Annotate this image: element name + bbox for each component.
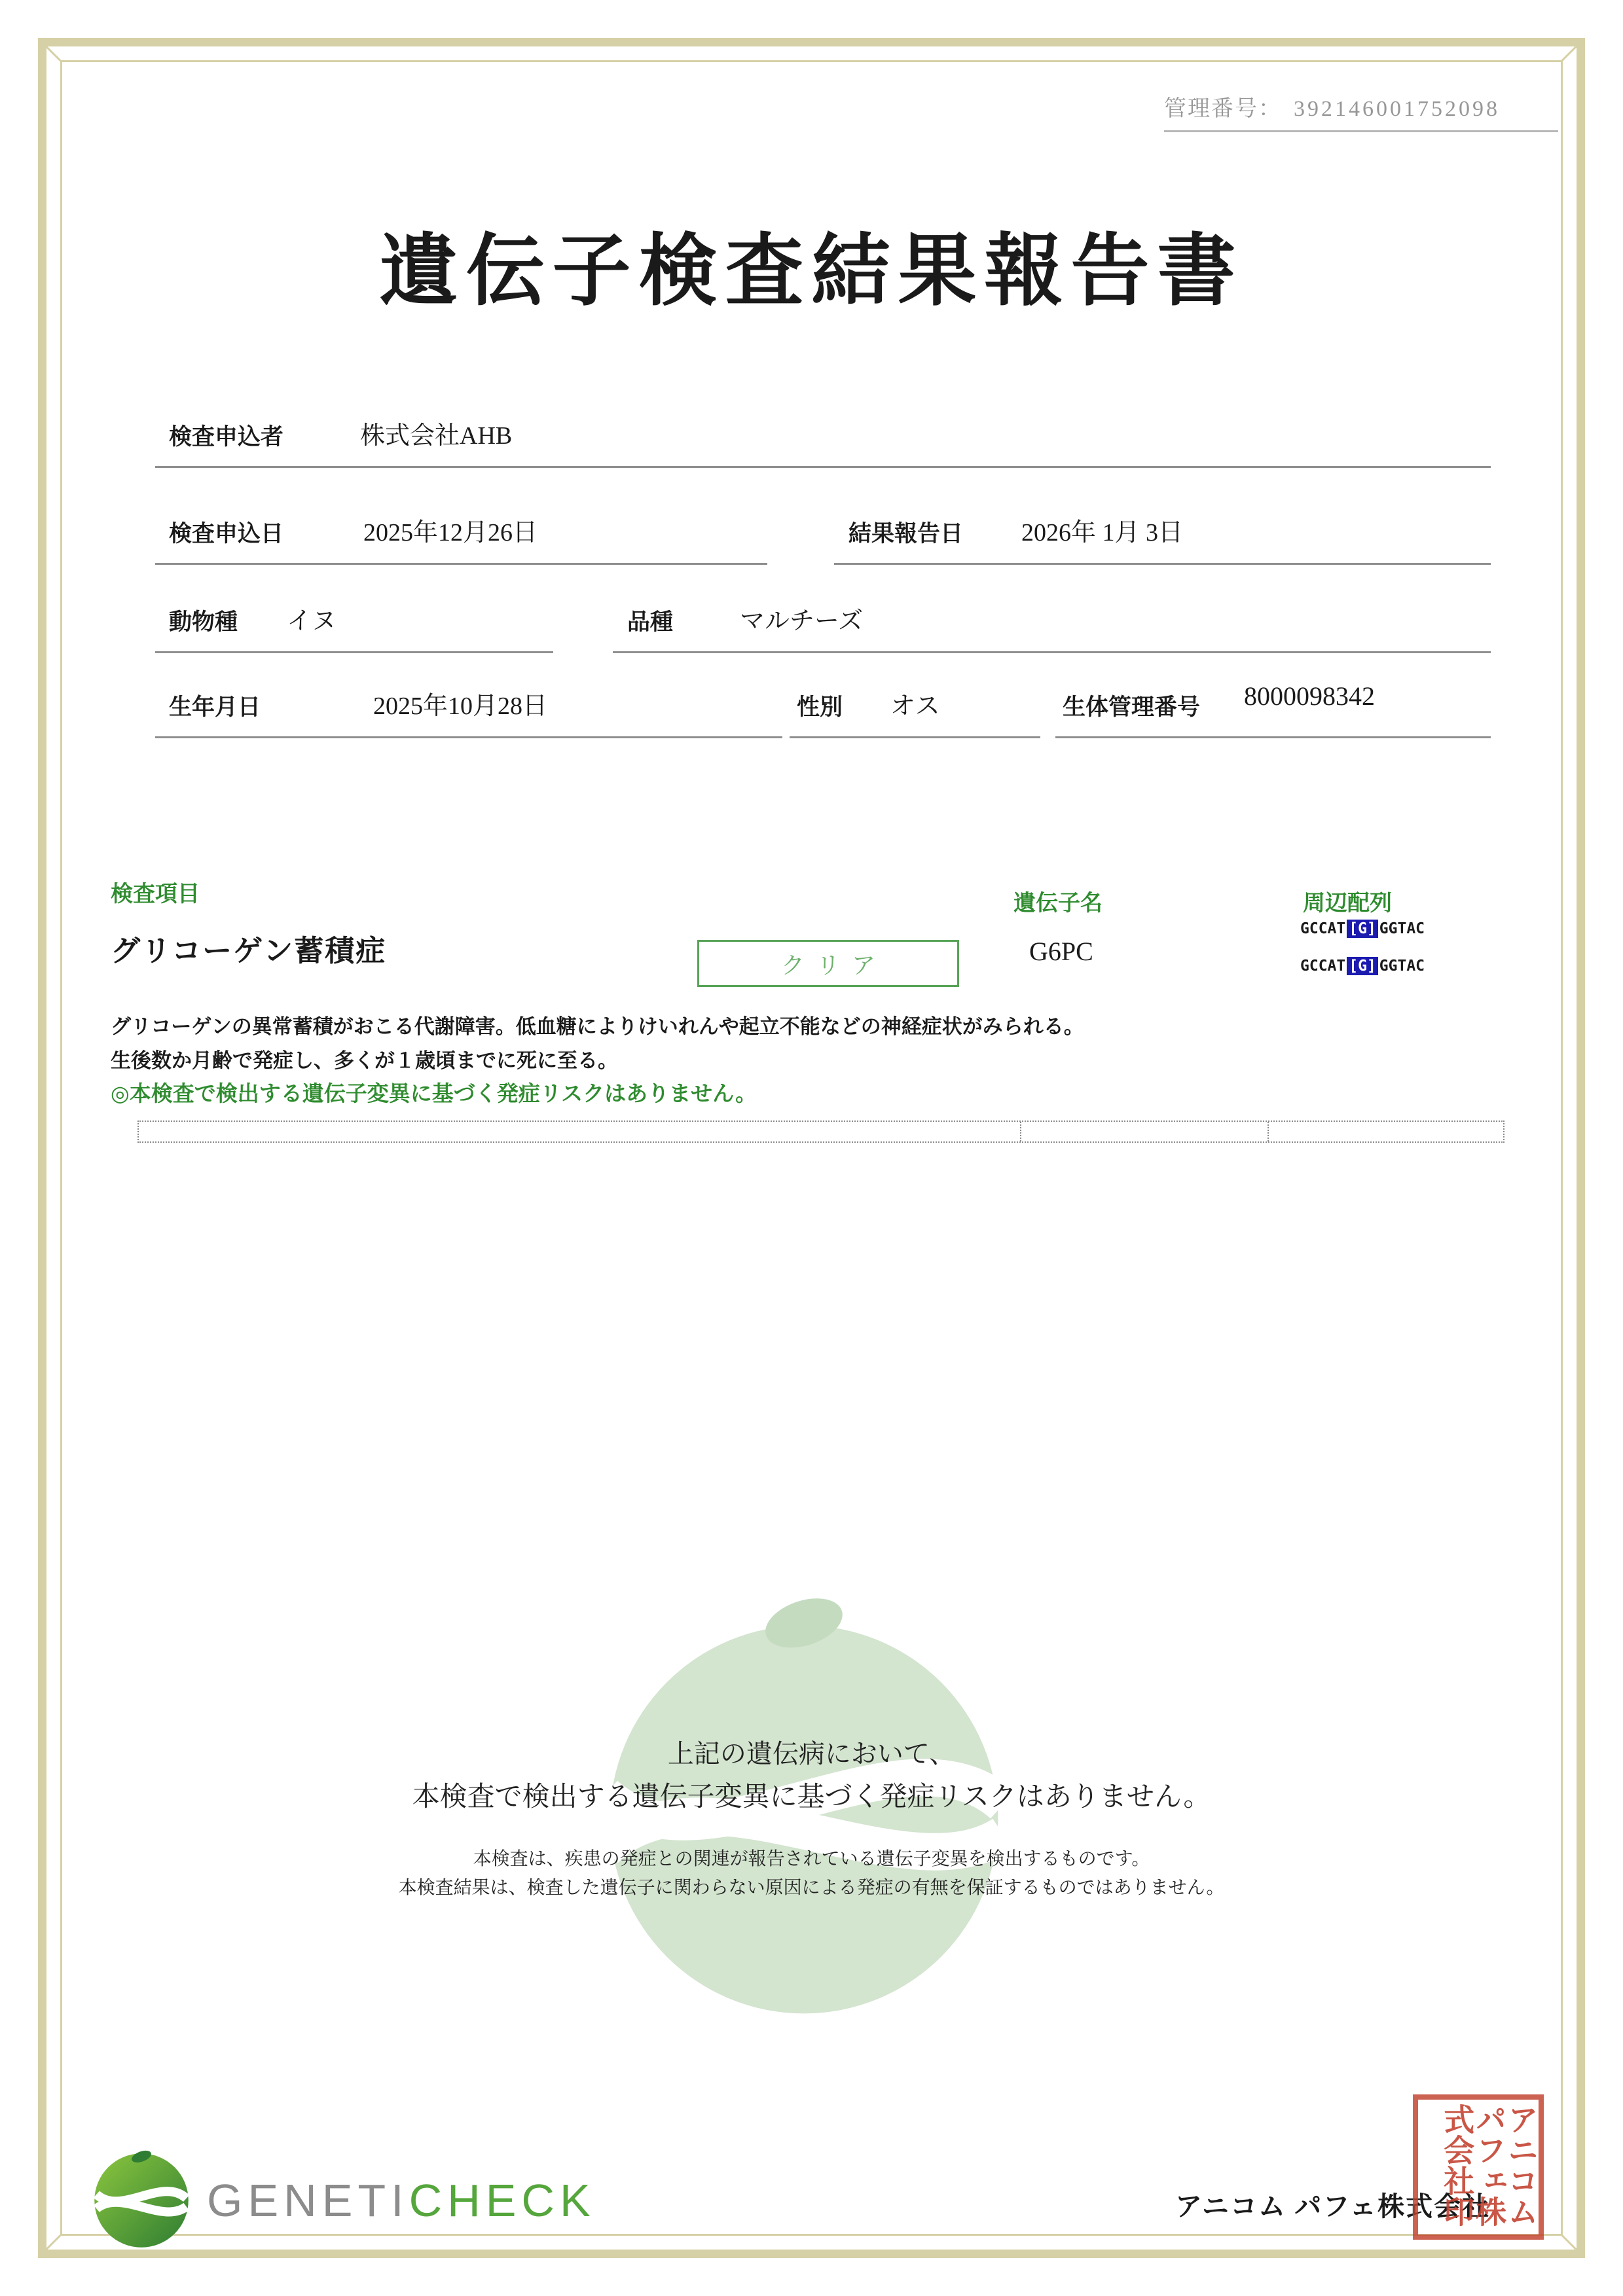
field-underline	[155, 466, 1491, 468]
empty-test-row	[137, 1121, 1504, 1143]
management-number-label: 管理番号：	[1164, 97, 1282, 121]
disease-name: グリコーゲン蓄積症	[111, 935, 387, 967]
gene-name-header: 遺伝子名	[1013, 891, 1103, 916]
company-name: アニコム パフェ株式会社	[1175, 2191, 1491, 2221]
breed-value: マルチーズ	[740, 607, 864, 635]
sequence-row	[1300, 922, 1425, 937]
sequence-row	[1300, 959, 1425, 974]
breed-label: 品種	[627, 609, 674, 635]
disease-description-line1: グリコーゲンの異常蓄積がおこる代謝障害。低血糖によりけいれんや起立不能などの神経症状がみられる。	[111, 1015, 1084, 1038]
logo-text-check: CHECK	[409, 2175, 596, 2226]
apply-date-label: 検査申込日	[169, 521, 284, 547]
field-underline	[155, 651, 553, 653]
report-date-value: 2026年 1月 3日	[1021, 519, 1184, 547]
frame-corner-miter	[37, 2234, 61, 2258]
sequence-suffix: GGTAC	[1379, 958, 1425, 975]
frame-corner-miter	[1561, 2234, 1584, 2258]
summary-line1: 上記の遺伝病において、	[667, 1740, 956, 1768]
company-seal-stamp: アニコムパフェ株式会社印	[1413, 2094, 1544, 2240]
sequence-allele: [G]	[1347, 957, 1378, 975]
animal-id-label: 生体管理番号	[1063, 694, 1201, 720]
frame-corner-miter	[37, 38, 61, 62]
risk-note: ◎本検査で検出する遺伝子変異に基づく発症リスクはありません。	[111, 1083, 757, 1106]
summary-line2: 本検査で検出する遺伝子変異に基づく発症リスクはありません。	[412, 1781, 1211, 1812]
applicant-value: 株式会社AHB	[360, 422, 513, 450]
field-underline	[155, 736, 782, 738]
summary-note2: 本検査結果は、検査した遺伝子に関わらない原因による発症の有無を保証するものではありません。	[398, 1877, 1225, 1897]
sequence-allele: [G]	[1347, 920, 1378, 938]
frame-corner-miter	[1561, 38, 1584, 62]
sequence-header: 周辺配列	[1303, 891, 1392, 916]
page-title: 遺伝子検査結果報告書	[379, 228, 1244, 315]
geneticheck-logo-icon	[90, 2149, 192, 2251]
report-date-label: 結果報告日	[848, 521, 964, 547]
geneticheck-logo	[90, 2149, 596, 2251]
test-result-badge	[697, 940, 959, 987]
geneticheck-logo-text	[207, 2174, 596, 2227]
field-underline	[613, 651, 1491, 653]
management-number-value: 392146001752098	[1294, 97, 1500, 121]
applicant-label: 検査申込者	[169, 424, 284, 450]
birthdate-value: 2025年10月28日	[373, 692, 548, 720]
sequence-prefix: GCCAT	[1300, 920, 1346, 937]
sequence-suffix: GGTAC	[1379, 920, 1425, 937]
surrounding-sequence	[1300, 922, 1425, 996]
sequence-prefix: GCCAT	[1300, 958, 1346, 975]
management-number	[1164, 90, 1558, 132]
field-underline	[1055, 736, 1491, 738]
apply-date-value: 2025年12月26日	[363, 519, 538, 547]
test-item-header: 検査項目	[111, 882, 200, 906]
logo-text-geneti: GENETI	[207, 2175, 409, 2226]
animal-id-value: 8000098342	[1244, 681, 1375, 711]
species-value: イヌ	[287, 607, 337, 635]
empty-test-row-divider	[1020, 1122, 1021, 1141]
field-underline	[790, 736, 1040, 738]
field-underline	[834, 563, 1491, 565]
test-result-label: クリア	[780, 952, 887, 978]
sex-label: 性別	[797, 694, 843, 720]
gene-name-value: G6PC	[1029, 937, 1093, 966]
birthdate-label: 生年月日	[169, 694, 261, 720]
field-underline	[155, 563, 767, 565]
disease-description-line2: 生後数か月齢で発症し、多くが１歳頃までに死に至る。	[111, 1049, 618, 1072]
species-label: 動物種	[169, 609, 238, 635]
logo-watermark	[555, 1571, 1053, 2068]
summary-note1: 本検査は、疾患の発症との関連が報告されている遺伝子変異を検出するものです。	[473, 1848, 1150, 1869]
empty-test-row-divider	[1267, 1122, 1269, 1141]
sex-value: オス	[890, 692, 940, 720]
